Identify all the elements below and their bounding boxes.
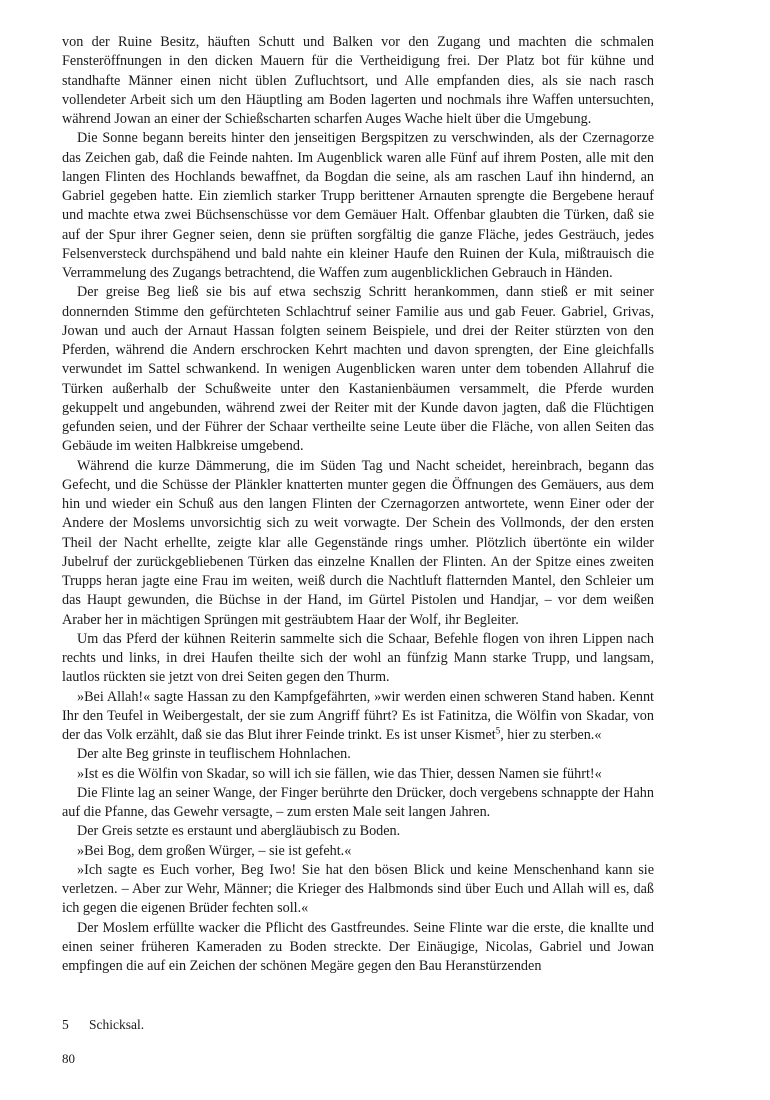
- paragraph: »Ich sagte es Euch vorher, Beg Iwo! Sie hat den bösen Blick und keine Menschenhand kann sie verletzen. – Aber zur Wehr, Männer; die Krieger des Halbmonds sind über Euch und Allah will es, daß ich gegen die eigenen Brüder fechten soll.«: [62, 861, 654, 917]
- paragraph: Die Sonne begann bereits hinter den jenseitigen Bergspitzen zu verschwinden, als der Czernagorze das Zeichen gab, daß die Feinde nahten. Im Augenblick waren alle Fünf auf ihrem Posten, alle mit den langen Flinten des Hochlands bewaffnet, da Bogdan die seine, als am raschen Lauf ihn hindernd, an Gabriel gegeben hatte. Ein ziemlich starker Trupp berittener Arnauten sprengte die Bergebene herauf und machte etwa zwei Büchsenschüsse vor dem Gemäuer Halt. Offenbar glaubten die Türken, daß sie auf der Spur ihrer Gegner seien, denn sie prüften sorgfältig die ganze Fläche, jedes Gesträuch, jedes Felsenversteck durchspähend und bald nahte ein kleiner Haufe den Ruinen der Kula, mißtrauisch die Verrammelung des Zugangs betrachtend, die Waffen zum augenblicklichen Gebrauch in Händen.: [62, 130, 654, 281]
- paragraph: Während die kurze Dämmerung, die im Süden Tag und Nacht scheidet, hereinbrach, begann das Gefecht, und die Schüsse der Plänkler knatterten munter gegen die Öffnungen des Gemäuers, aus dem hin und wieder ein Schuß aus den langen Flinten der Czernagorzen antwortete, wenn Einer oder der Andere der Moslems unvorsichtig sich zu weit vorwagte. Der Schein des Vollmonds, der den ersten Theil der Nacht erhellte, zeigte klar alle Gegenstände rings umher. Plötzlich übertönte ein wilder Jubelruf der zurückgebliebenen Türken das einzelne Knallen der Flinten. An der Spitze eines zweiten Trupps heran jagte eine Frau im weiten, weiß durch die Nachtluft flatternden Mantel, den Schleier um das Haupt gewunden, die Büchse in der Hand, im Gürtel Pistolen und Handjar, – vor dem weißen Araber her in mächtigen Sprüngen mit gesträubtem Haar der Wolf, ihr Begleiter.: [62, 457, 654, 628]
- paragraph: Der Greis setzte es erstaunt und abergläubisch zu Boden.: [77, 823, 401, 840]
- paragraph: von der Ruine Besitz, häuften Schutt und Balken vor den Zugang und machten die schmalen Fensteröffnungen in den dicken Mauern für die Vertheidigung frei. Der Platz bot für kühne und standhafte Männer einen nicht üblen Zufluchtsort, und Alle empfanden dies, als sie nach rasch vollendeter Arbeit sich um den Häuptling am Boden lagerten und nochmals ihre Waffen untersuchten, während Jowan an einer der Schießscharten scharfen Auges Wache hielt über die Umgebung.: [62, 34, 654, 127]
- paragraph-with-footnote: [62, 688, 654, 746]
- body-text: [62, 33, 654, 976]
- footnote-number: 5: [62, 1017, 69, 1032]
- footnote-reference: 5: [495, 725, 501, 736]
- paragraph: Der Moslem erfüllte wacker die Pflicht des Gastfreundes. Seine Flinte war die erste, die knallte und einen seiner früheren Kameraden zu Boden streckte. Der Einäugige, Nicolas, Gabriel und Jowan empfingen die auf ein Zeichen der schönen Megäre gegen den Bau Heranstürzenden: [62, 919, 654, 974]
- paragraph-text: »Bei Allah!« sagte Hassan zu den Kampfgefährten, »wir werden einen schweren Stand haben. Kennt Ihr den Teufel in Weibergestalt, der sie zum Angriff führt? Es ist Fatinitza, die Wölfin von Skadar, von der das Volk erzählt, daß sie das Blut ihrer Feinde trinkt. Es ist unser Kismet: [62, 688, 654, 743]
- paragraph: »Ist es die Wölfin von Skadar, so will ich sie fällen, wie das Thier, dessen Namen sie führt!«: [77, 765, 602, 782]
- footnote-text: Schicksal.: [89, 1017, 145, 1032]
- footnote: [62, 1016, 654, 1034]
- paragraph: Der alte Beg grinste in teuflischem Hohnlachen.: [77, 746, 351, 763]
- paragraph: Der greise Beg ließ sie bis auf etwa sechszig Schritt herankommen, dann stieß er mit seiner donnernden Stimme den gefürchteten Schlachtruf seiner Familie aus und gab Feuer. Gabriel, Grivas, Jowan und auch der Arnaut Hassan folgten seinem Beispiele, und drei der Reiter stürzten von den Pferden, während die Andern erschrocken Kehrt machten und davon sprengten, der Eine gleichfalls verwundet im Sattel schwankend. In wenigen Augenblicken waren unter dem tobenden Allahruf die Türken außerhalb der Schußweite unter den Kastanienbäumen versammelt, die Pferde wurden gekuppelt und angebunden, während zwei der Reiter mit der Kunde davon jagten, daß die Flüchtigen gefunden seien, und der Führer der Schaar vertheilte seine Leute über die Fläche, von allen Seiten das Gebäude im weiten Halbkreise umgebend.: [62, 284, 654, 455]
- paragraph: »Bei Bog, dem großen Würger, – sie ist gefeht.«: [77, 842, 352, 859]
- paragraph: Um das Pferd der kühnen Reiterin sammelte sich die Schaar, Befehle flogen von ihren Lippen nach rechts und links, in drei Haufen theilte sich der wohl an fünfzig Mann starke Trupp, und langsam, lautlos rückten sie jetzt von drei Seiten gegen den Thurm.: [62, 630, 654, 686]
- page-number: 80: [62, 1051, 75, 1066]
- paragraph-text-after: , hier zu sterben.«: [500, 727, 602, 743]
- paragraph: Die Flinte lag an seiner Wange, der Finger berührte den Drücker, doch vergebens schnappte der Hahn auf die Pfanne, das Gewehr versagte, – zum ersten Male seit langen Jahren.: [62, 784, 654, 820]
